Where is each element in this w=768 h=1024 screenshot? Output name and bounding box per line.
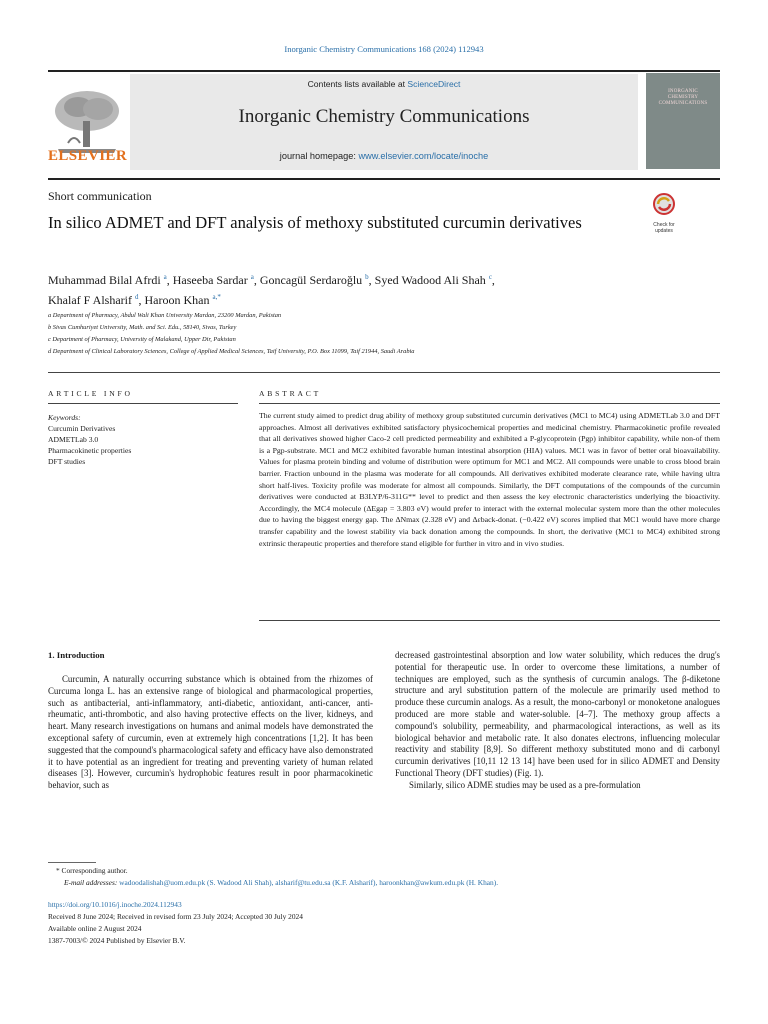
contents-prefix: Contents lists available at (307, 79, 408, 89)
author-affiliation-mark[interactable]: a,* (212, 293, 221, 301)
keyword-item: Pharmacokinetic properties (48, 446, 132, 455)
abstract-rule (259, 403, 720, 404)
author-affiliation-mark[interactable]: b (365, 273, 369, 281)
section-divider (48, 372, 720, 373)
cover-line-1: INORGANIC (668, 89, 698, 94)
author-affiliation-mark[interactable]: a (163, 273, 167, 281)
author-name[interactable]: Syed Wadood Ali Shah (374, 273, 486, 287)
author-list: Muhammad Bilal Afrdi $^a$, Haseeba Sardar $^a$, Goncagül Serdaroğlu $^b$, Syed Wadood Ali Shah $^c$, Khalaf F Alsharif $^d$, Haroon Khan $^{a,*}$ (48, 273, 495, 307)
introduction-heading: 1. Introduction (48, 650, 105, 660)
author-name[interactable]: Khalaf F Alsharif (48, 293, 132, 307)
abstract-text: The current study aimed to predict drug ability of methoxy group substituted curcumin derivatives (MC1 to MC4) using ADMETLab 3.0 and DFT approaches. Almost all derivatives exhibited satisfactory physicochemical properties and medicinal chemistry. Pharmacokinetic profile revealed that all derivatives showed higher Caco-2 cell predicted permeability and exhibited a P-glycoprotein (Pgp) inhibitor capability, while non-of them is a Pgp-substrate. MC1 and MC2 exhibited favorable human intestinal absorption (HIA) values. MC1 was in favor of better oral bioavailability. Values for plasma protein binding and volume of distribution were optimum for MC1 and MC2. All compounds were unable to cross blood brain barrier. Fraction unbound in the plasma was moderate for all compounds. All derivatives exhibited moderate clearance rate, while having ultra short half-lives. Toxicity profile was moderate for almost all compounds. Similarly, the DFT computations of the compounds of the curcumin derivatives were conducted at B3LYP/6-311G** level to predict and then assess the key electronic characteristics underlying the bioactivity. Accordingly, the MC4 molecule (ΔEgap = 3.803 eV) would prefer to interact with the external molecular system more than the other molecules due to having the biggest energy gap. The ΔNmax (2.328 eV) and Δεback-donat. (−0.422 eV) scores implied that MC1 would have more charge transfer capability and the lowest stability via back donation among the compounds. In short, the derivative (MC1 to MC4) exhibited strong extrinsic therapeutic properties and therefore stand eligible for further in vitro and in vivo studies. (259, 411, 720, 548)
keyword-item: ADMETLab 3.0 (48, 435, 99, 444)
keyword-item: DFT studies (48, 457, 86, 466)
journal-homepage (130, 151, 638, 161)
article-info-heading: ARTICLE INFO (48, 389, 133, 398)
copyright-line: 1387-7003/© 2024 Published by Elsevier B.V. (48, 936, 186, 945)
email-list[interactable]: wadoodalishah@uom.edu.pk (S. Wadood Ali Shah), alsharif@tu.edu.sa (K.F. Alsharif), haroonkhan@awkum.edu.pk (H. Khan). (119, 878, 499, 887)
email-label: E-mail addresses: (64, 878, 120, 887)
author-name[interactable]: Haroon Khan (144, 293, 210, 307)
abstract-heading: ABSTRACT (259, 389, 322, 398)
homepage-link[interactable]: www.elsevier.com/locate/inoche (358, 151, 489, 161)
intro-paragraph: decreased gastrointestinal absorption and low water solubility, which reduces the drug's potential for therapeutic use. In order to overcome these limitations, a number of techniques are employed, such as the synthesis of curcumin analogs. The β-diketone structure and aryl substitution pattern of the molecule are primarily used method to produce these curcumin analogs. As a result, the mono-carbonyl or monoketone analogues produced are more stable and water-soluble. [4–7]. The methoxy group affects a compound's solubility, permeability, and pharmacological interactions, as well as its biological behavior and metabolic rate. It also donates electrons, influencing molecular reactivity and stability [8,9]. So different methoxy substituted mono and di carbonyl curcumin derivatives [10,11 12 13 14] have been used for in silico ADMET and Density Functional Theory (DFT studies) (Fig. 1). (395, 650, 720, 778)
received-dates: Received 8 June 2024; Received in revised form 23 July 2024; Accepted 30 July 2024 (48, 912, 303, 921)
author-affiliation-mark[interactable]: c (488, 273, 492, 281)
intro-paragraph: Similarly, silico ADME studies may be used as a pre-formulation (409, 779, 641, 790)
affiliation-a: a Department of Pharmacy, Abdul Wali Khan University Mardan, 23200 Mardan, Pakistan (48, 312, 282, 319)
author-name[interactable]: Haseeba Sardar (172, 273, 248, 287)
author-affiliation-mark[interactable]: a (250, 273, 254, 281)
check-updates-icon (646, 192, 682, 218)
abstract-bottom-rule (259, 620, 720, 621)
affiliation-c: c Department of Pharmacy, University of Malakand, Upper Dir, Pakistan (48, 336, 236, 343)
keywords-label: Keywords: (48, 413, 81, 422)
journal-cover-image (646, 73, 720, 169)
intro-right-column (395, 650, 720, 792)
sciencedirect-link[interactable]: ScienceDirect (407, 79, 461, 89)
contents-line (130, 79, 638, 89)
article-type: Short communication (48, 189, 152, 203)
cover-line-2: CHEMISTRY (667, 95, 699, 100)
author-name[interactable]: Goncagül Serdaroğlu (259, 273, 363, 287)
article-title: In silico ADMET and DFT analysis of methoxy substituted curcumin derivatives (48, 213, 582, 232)
author-name[interactable]: Muhammad Bilal Afrdi (48, 273, 161, 287)
check-updates-label: Check for updates (653, 222, 675, 234)
doi-link[interactable]: https://doi.org/10.1016/j.inoche.2024.112943 (48, 900, 182, 909)
journal-reference[interactable]: Inorganic Chemistry Communications 168 (2024) 112943 (284, 44, 484, 54)
cover-line-3: COMMUNICATIONS (658, 101, 708, 106)
author-affiliation-mark[interactable]: d (134, 293, 139, 301)
affiliation-d: d Department of Clinical Laboratory Sciences, College of Applied Medical Sciences, Taif University, P.O. Box 11099, Taif 21944, Saudi Arabia (48, 348, 415, 355)
available-online: Available online 2 August 2024 (48, 924, 142, 933)
email-addresses (64, 878, 720, 889)
publisher-name: ELSEVIER (48, 148, 128, 164)
header-top-rule (48, 70, 720, 72)
intro-paragraph: Curcumin, A naturally occurring substance which is obtained from the rhizomes of Curcuma longa L. has an extensive range of biological and pharmacological properties, such as antibacterial, anti-inflammatory, anti-diabetic, antioxidant, anti-cancer, anti-rheumatic, anti-thrombotic, and also having protective effects on the liver, kidneys, and heart. Many research investigations on humans and animal models have demonstrated the exceptional safety of curcumin, even at extremely high concentrations [1,2]. It has been suggested that the compound's pharmacological safety and efficacy have also demonstrated it to have potential as an ingredient for treating and preventing variety of human related diseases [3]. However, curcumin's hydrophobic features result in poor pharmacokinetic behavior, such as (48, 674, 373, 791)
check-for-updates-badge[interactable] (646, 192, 682, 234)
keyword-item: Curcumin Derivatives (48, 424, 116, 433)
keywords-block (48, 412, 238, 467)
homepage-prefix: journal homepage: (279, 151, 359, 161)
affiliation-b: b Sivas Cumhuriyet University, Math. and Sci. Edu., 58140, Sivas, Turkey (48, 324, 237, 331)
intro-left-column (48, 674, 373, 792)
article-info-rule (48, 403, 238, 404)
corresponding-author-note: * Corresponding author. (56, 866, 128, 875)
footnote-rule (48, 862, 96, 863)
header-bottom-rule (48, 178, 720, 180)
journal-title: Inorganic Chemistry Communications (238, 106, 530, 127)
